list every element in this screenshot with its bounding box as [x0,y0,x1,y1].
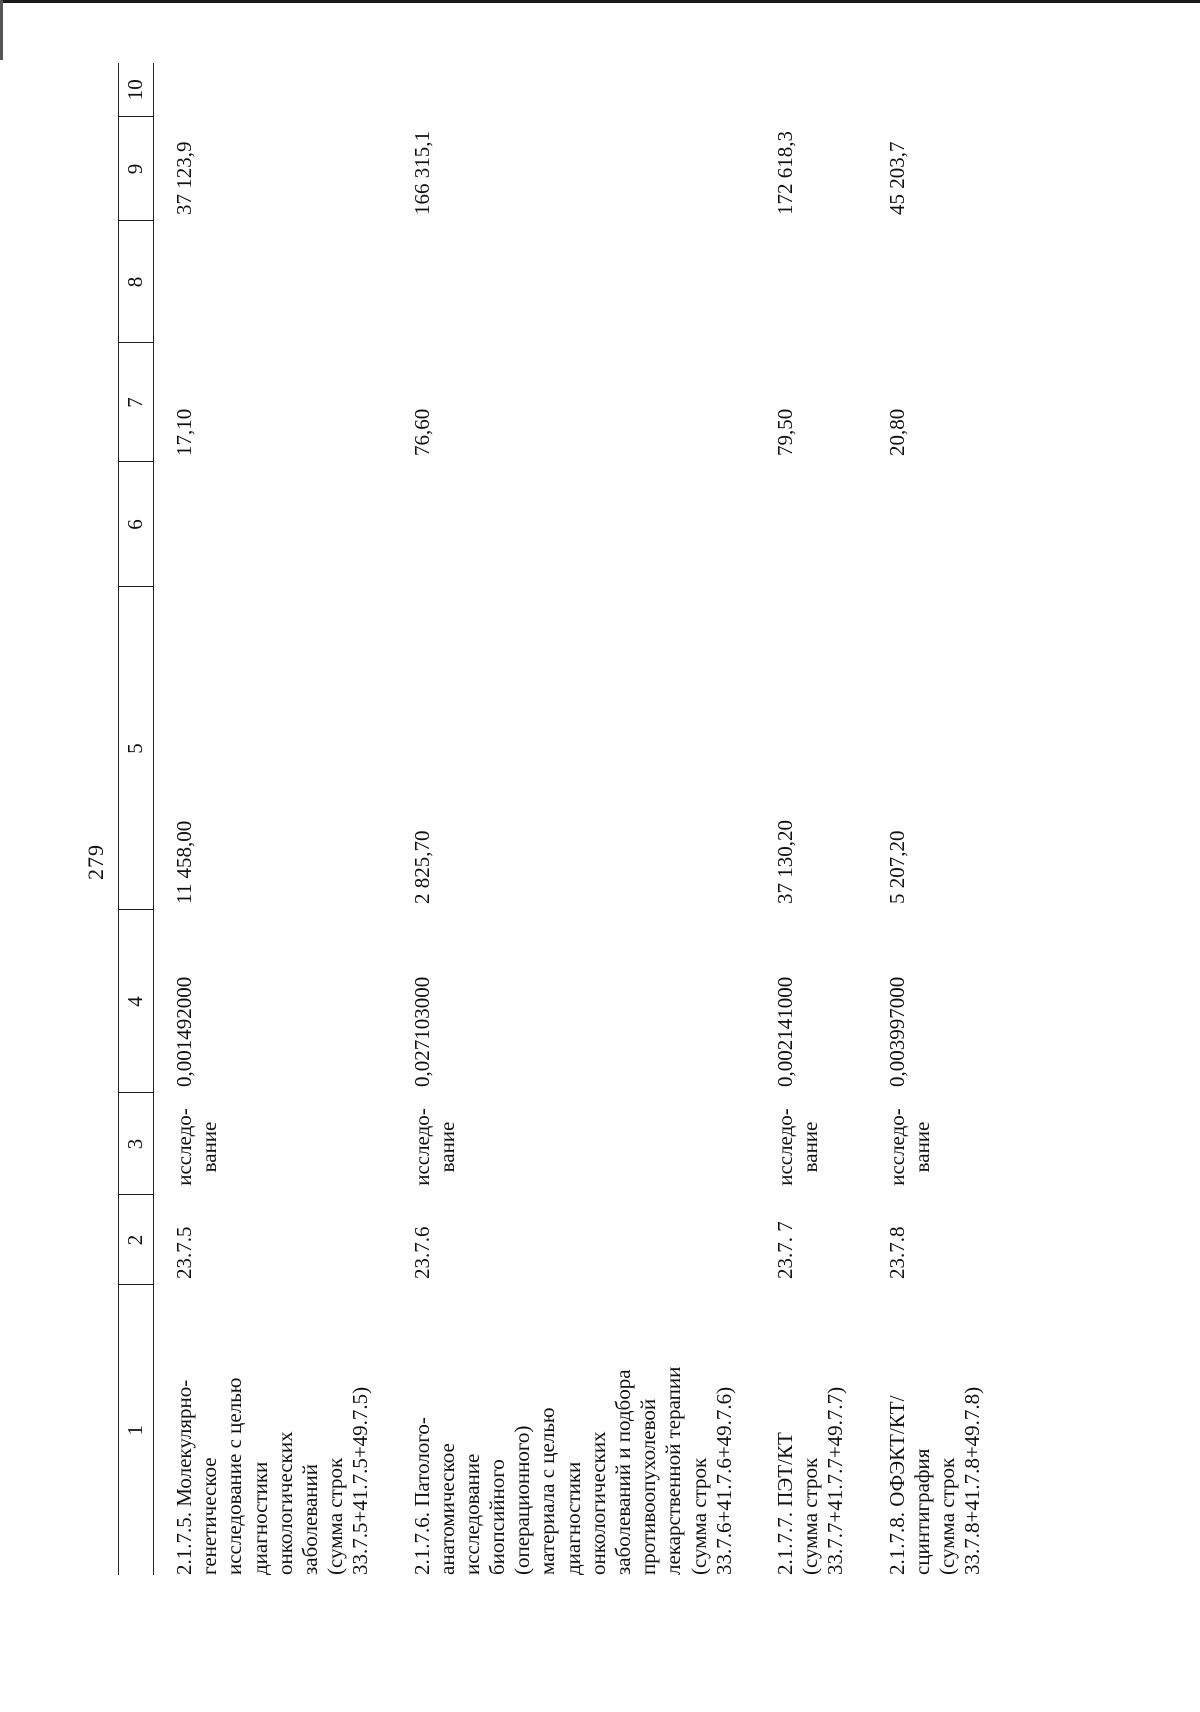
service-name-line: (операционного) [510,1425,535,1575]
service-name-line: (сумма строк [323,1457,348,1575]
service-name-line: биопсийного [485,1459,510,1575]
service-name-line: 33.7.8+41.7.8+49.7.8) [960,1386,985,1575]
column-header: 6 [119,462,154,587]
value-cell-col8 [755,221,867,343]
data-table [118,63,1003,1575]
unit-line: исследо- [772,1108,797,1186]
service-name-line: анатомическое [434,1443,459,1575]
service-name-line: генетическое [197,1457,222,1575]
service-name-line: сцинтиграфия [909,1448,934,1575]
value-cell-col9: 166 315,1 [409,131,434,215]
table-row [867,63,1004,1575]
column-header: 1 [119,1285,154,1575]
column-header: 7 [119,343,154,462]
value-cell-col8 [154,221,392,343]
service-name-cell [392,1285,755,1575]
value-cell-col5: 2 825,70 [409,830,434,904]
value-cell-col5: 5 207,20 [884,830,909,904]
service-name-line: исследование [459,1453,484,1575]
service-name-cell [867,1285,1004,1575]
value-cell-col5: 37 130,20 [772,820,797,904]
service-name-line: диагностики [247,1461,272,1575]
value-cell-col10 [755,63,867,117]
value-cell-col9: 37 123,9 [172,141,196,215]
service-name-line: заболеваний и подбора [611,1369,635,1575]
value-cell-col7: 76,60 [409,408,434,456]
value-cell-col10 [867,63,1004,117]
unit-cell [392,1093,755,1195]
unit-line: исследо- [172,1108,196,1186]
value-cell-col6 [755,462,867,587]
column-header: 3 [119,1093,154,1195]
value-cell-col9: 172 618,3 [772,131,797,215]
service-name-line: 33.7.6+41.7.6+49.7.6) [711,1386,736,1575]
unit-line: исследо- [409,1108,434,1186]
service-name-line: диагностики [560,1461,585,1575]
value-cell-col4: 0,002141000 [772,976,797,1087]
service-name-line: (сумма строк [686,1457,711,1575]
column-header: 4 [119,910,154,1093]
service-name-line: материала с целью [535,1407,560,1575]
service-name-cell [154,1285,392,1575]
service-name-line: противоопухолевой [636,1398,661,1575]
value-cell-col7: 17,10 [172,408,196,456]
service-name-line: 2.1.7.8. ОФЭКТ/КТ/ [884,1395,909,1575]
column-header: 5 [119,587,154,910]
value-cell-col10 [154,63,392,117]
unit-line: вание [798,1121,823,1173]
table-row [755,63,867,1575]
row-code-cell: 23.7. 7 [772,1221,797,1279]
page-number: 279 [83,844,108,880]
column-header: 10 [119,63,154,117]
unit-line: вание [197,1121,222,1173]
unit-cell [755,1093,867,1195]
row-code-cell: 23.7.6 [409,1226,434,1279]
service-name-line: 2.1.7.5. Молекулярно- [172,1379,196,1575]
value-cell-col10 [392,63,755,117]
service-name-line: 33.7.5+41.7.5+49.7.5) [348,1386,373,1575]
unit-cell [867,1093,1004,1195]
service-name-line: 2.1.7.6. Патолого- [409,1417,434,1575]
value-cell-col9: 45 203,7 [884,141,909,215]
header-row [119,63,154,1575]
table-row [154,63,392,1575]
value-cell-col5: 11 458,00 [172,820,196,904]
service-name-line: онкологических [272,1431,297,1575]
service-name-line: исследование с целью [222,1377,247,1575]
unit-line: вание [909,1121,934,1173]
value-cell-col6 [867,462,1004,587]
value-cell-col6 [392,462,755,587]
unit-cell [154,1093,392,1195]
service-name-line: (сумма строк [798,1457,823,1575]
column-header: 8 [119,221,154,343]
column-header: 9 [119,117,154,221]
data-table-wrapper [118,63,1003,1575]
row-code-cell: 23.7.5 [172,1226,196,1279]
service-name-line: 33.7.7+41.7.7+49.7.7) [823,1386,848,1575]
table-row [392,63,755,1575]
service-name-line: лекарственной терапии [661,1366,686,1575]
service-name-line: заболеваний [297,1464,322,1575]
unit-line: вание [434,1121,459,1173]
service-name-line: онкологических [585,1431,610,1575]
value-cell-col4: 0,027103000 [409,976,434,1087]
table-body [154,63,1004,1575]
value-cell-col6 [154,462,392,587]
value-cell-col7: 20,80 [884,408,909,456]
value-cell-col7: 79,50 [772,408,797,456]
service-name-line: (сумма строк [934,1457,959,1575]
value-cell-col8 [392,221,755,343]
value-cell-col4: 0,003997000 [884,976,909,1087]
value-cell-col4: 0,001492000 [172,976,196,1087]
service-name-cell [755,1285,867,1575]
row-code-cell: 23.7.8 [884,1226,909,1279]
column-header: 2 [119,1195,154,1285]
service-name-line: 2.1.7.7. ПЭТ/КТ [772,1432,797,1575]
unit-line: исследо- [884,1108,909,1186]
value-cell-col8 [867,221,1004,343]
